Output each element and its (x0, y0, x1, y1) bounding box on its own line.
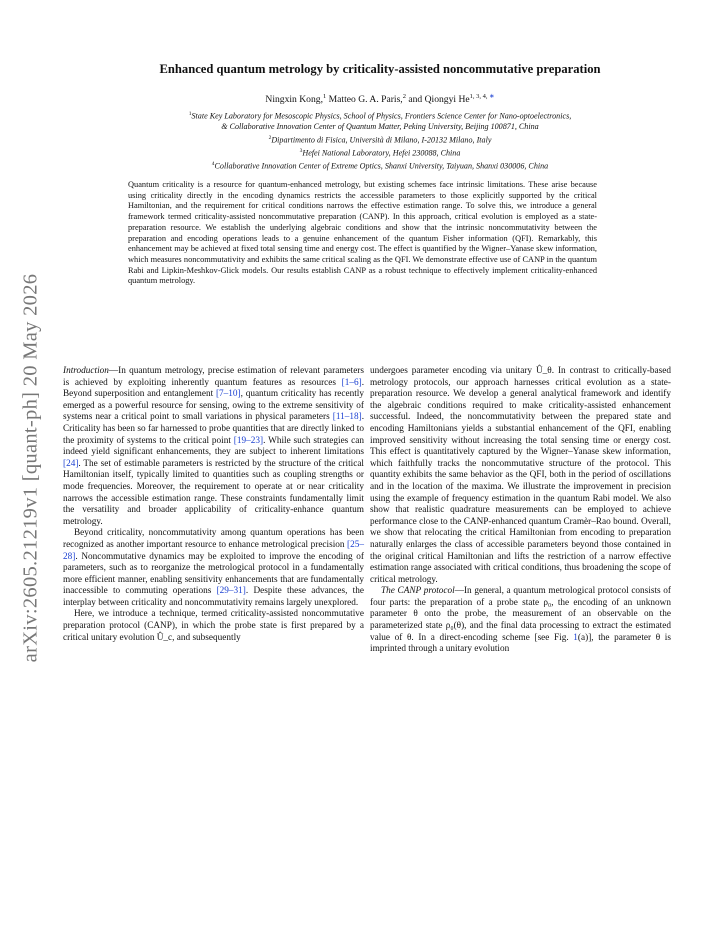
author-list (60, 92, 700, 105)
paragraph-noncommutativity: Beyond criticality, noncommutativity among quantum operations has been recognized as another important resource to enhance metrological precision [25–28]. Noncommutative dynamics may be exploited to improve the encoding of parameters, such as to reorganize the metrological protocol in a fundamentally more efficient manner, enabling sensitivity enhancements that are fundamentally inaccessible to commuting operations [29–31]. Despite these advances, the interplay between criticality and noncommutativity remains largely unexplored. (63, 528, 364, 608)
author-2: Matteo G. A. Paris,$^2$ (326, 93, 406, 106)
citation-link[interactable]: [1–6] (341, 377, 362, 388)
abstract: Quantum criticality is a resource for quantum-enhanced metrology, but existing schemes face intrinsic limitations. These arise because using criticality directly in the encoding dynamics restricts the accessible parameters to those explicitly supported by the critical Hamiltonian, and the requirement for critical conditions narrows the effective estimation range. To solve this, we introduce a general framework termed criticality-assisted noncommutative preparation (CANP). In this approach, critical evolution is employed as a state-preparation resource. We establish the underlying algebraic conditions and show that the intrinsic noncommutativity between the preparation and encoding operations leads to a genuine enhancement of the quantum Fisher information (QFI). Remarkably, this enhancement may be achieved at fixed total sensing time and energy cost. The effect is quantified by the Wigner–Yanase skew information, which measures noncommutativity and exhibits the same critical scaling as the QFI. We demonstrate effective use of CANP in the quantum Rabi and Lipkin-Meshkov-Glick models. Our results establish CANP as a robust technique to effectively implement criticality-enhanced quantum metrology. (128, 180, 597, 286)
author-3: and Qiongyi $He^{1, 3, 4, ∗}$ (405, 93, 495, 106)
paragraph-continuation: undergoes parameter encoding via unitary Û_θ. In contrast to critically-based metrology protocols, our approach harnesses critical evolution as a state-preparation resource. We develop a general analytical framework and identify the algebraic conditions required to make criticality-assisted enhancement successful. Indeed, the noncommutativity between the prepared state and encoding Hamiltonians yields a substantial enhancement of the QFI, enabling improved sensitivity without increasing the total sensing time or energy cost. This effect is quantitatively captured by the Wigner–Yanase skew information, which faithfully tracks the noncommutative structure of the protocol. This quantity exhibits the same behavior as the QFI, both in the period of oscillations and in the location of the maxima. We illustrate the improvement in precision using the example of frequency estimation in the quantum Rabi model. We also show that realistic quadrature measurements can be employed to achieve performance close to the CANP-enhanced quantum Cramèr–Rao bound. Overall, we show that relocating the critical Hamiltonian from encoding to preparation naturally enlarges the class of accessible parameters beyond those contained in the original critical Hamiltonian and lifts the restriction of a narrow effective estimation range associated with critical conditions, thus broadening the scope of critical metrology. (370, 366, 671, 585)
affiliation-1: $^1$State Key Laboratory for Mesoscopic Physics, School of Physics, Frontiers Science Center for Nano-optoelectronics, (188, 111, 572, 121)
arxiv-stamp-text: arXiv:2605.21219v1 [quant-ph] 20 May 2026 (19, 273, 42, 663)
affiliations (60, 109, 700, 172)
paragraph-introduction: Introduction—In quantum metrology, precise estimation of relevant parameters is achieved by exploiting inherently quantum features as resources [1–6]. Beyond superposition and entanglement [7–10], quantum criticality has recently emerged as a powerful resource for sensing, owing to the extreme sensitivity of systems near a critical point to small variations in physical parameters [11–18]. Criticality has been so far harnessed to probe quantities that are directly linked to the proximity of systems to the critical point [19–23]. While such strategies can indeed yield significant enhancements, they are subject to inherent limitations [24]. The set of estimable parameters is restricted by the structure of the critical Hamiltonian itself, typically limited to quantities such as coupling strengths or mode frequencies. Moreover, the requirement to operate at or near criticality narrows the accessible estimation range. These constraints fundamentally limit the versatility and broader applicability of criticality-enhance quantum metrology. (63, 366, 364, 527)
affiliation-3: $^3$Hefei National Laboratory, Hefei 230088, China (299, 147, 461, 158)
paragraph-canp-protocol: The CANP protocol—In general, a quantum metrological protocol consists of four parts: the preparation of a probe state ρ₀, the encoding of an unknown parameter θ onto the probe, the measurement of an observable on the parameterized state ρ₀(θ), and the final data processing to extract the estimated value of θ. In a direct-encoding scheme [see Fig. 1(a)], the parameter θ is imprinted through a unitary evolution (370, 586, 671, 655)
body-column-right (370, 366, 671, 656)
figure-reference-link[interactable]: 1 (573, 632, 578, 643)
citation-link[interactable]: [7–10] (215, 389, 241, 400)
arxiv-identifier-stamp (6, 246, 56, 690)
citation-link[interactable]: [24] (63, 458, 79, 469)
paper-title: Enhanced quantum metrology by criticality-assisted noncommutative preparation (159, 62, 601, 76)
affiliation-1-cont: & Collaborative Innovation Center of Quantum Matter, Peking University, Beijing 100871, China (221, 122, 539, 132)
paragraph-here-we-introduce: Here, we introduce a technique, termed criticality-assisted noncommutative preparation protocol (CANP), in which the probe state is first prepared by a critical unitary evolution Û_c, and subsequently (63, 609, 364, 643)
citation-link[interactable]: [25–28] (63, 539, 364, 562)
affiliation-2: $^2$Dipartimento di Fisica, Università di Milano, I-20132 Milano, Italy (268, 134, 492, 145)
section-lead-introduction: Introduction (63, 366, 109, 376)
section-lead-canp-protocol: The CANP protocol (381, 586, 455, 597)
citation-link[interactable]: [11–18] (332, 412, 362, 423)
body-column-left (63, 366, 364, 644)
affiliation-4: $^4$Collaborative Innovation Center of Extreme Optics, Shanxi University, Taiyuan, Shanxi 030006, China (211, 160, 549, 171)
citation-link[interactable]: [29–31] (216, 586, 246, 597)
author-1: Ningxin Kong,$^1$ (265, 93, 327, 106)
citation-link[interactable]: [19–23] (233, 435, 264, 446)
corresponding-author-link[interactable]: ∗ (489, 93, 495, 100)
